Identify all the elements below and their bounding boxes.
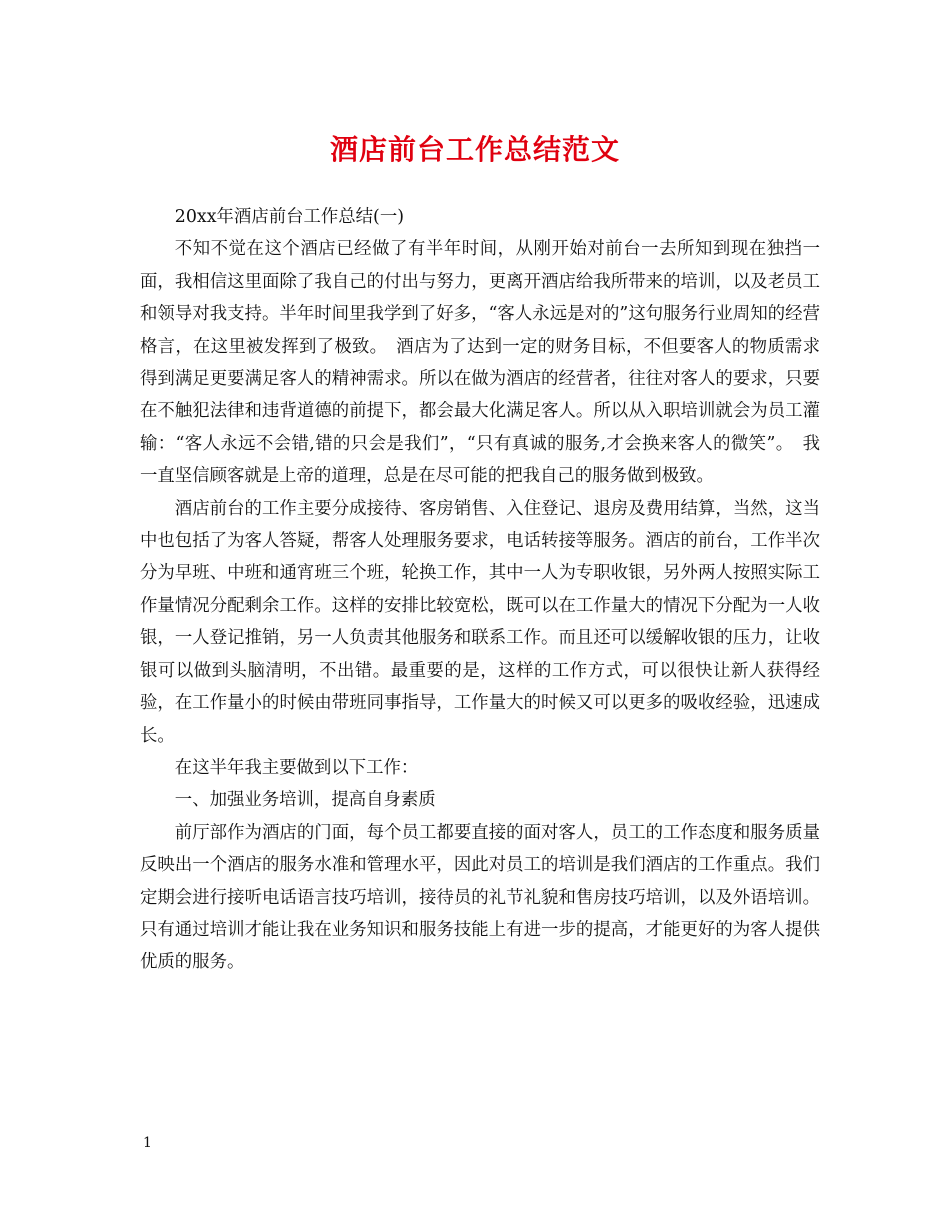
body-paragraph: 酒店前台的工作主要分成接待、客房销售、入住登记、退房及费用结算，当然，这当中也包括了为客人答疑，帮客人处理服务要求，电话转接等服务。酒店的前台，工作半次分为早班、中班和通宵班三个班，轮换工作，其中一人为专职收银，另外两人按照实际工作量情况分配剩余工作。这样的安排比较宽松，既可以在工作量大的情况下分配为一人收银，一人登记推销，另一人负责其他服务和联系工作。而且还可以缓解收银的压力，让收银可以做到头脑清明，不出错。最重要的是，这样的工作方式，可以很快让新人获得经验，在工作量小的时候由带班同事指导，工作量大的时候又可以更多的吸收经验，迅速成长。 (140, 498, 820, 746)
body-paragraph: 在这半年我主要做到以下工作： (174, 757, 419, 778)
section-heading: 20xx年酒店前台工作总结(一) (174, 207, 405, 227)
page-number: 1 (143, 1135, 152, 1151)
document-title: 酒店前台工作总结范文 (329, 133, 620, 166)
subsection-heading: 一、加强业务培训，提高自身素质 (174, 790, 436, 811)
body-paragraph: 不知不觉在这个酒店已经做了有半年时间，从刚开始对前台一去所知到现在独挡一面，我相信这里面除了我自己的付出与努力，更离开酒店给我所带来的培训，以及老员工和领导对我支持。半年时间里我学到了好多，“客人永远是对的”这句服务行业周知的经营格言，在这里被发挥到了极致。 酒店为了达到一定的财务目标，不但要客人的物质需求得到满足更要满足客人的精神需求。所以在做为酒店的经营者，往往对客人的要求，只要在不触犯法律和违背道德的前提下，都会最大化满足客人。所以从入职培训就会为员工灌输：“客人永远不会错,错的只会是我们”，“只有真诚的服务,才会换来客人的微笑”。 我一直坚信顾客就是上帝的道理，总是在尽可能的把我自己的服务做到极致。 (140, 239, 820, 487)
document-body (140, 201, 820, 979)
body-paragraph: 前厅部作为酒店的门面，每个员工都要直接的面对客人，员工的工作态度和服务质量反映出一个酒店的服务水准和管理水平，因此对员工的培训是我们酒店的工作重点。我们定期会进行接听电话语言技巧培训，接待员的礼节礼貌和售房技巧培训，以及外语培训。只有通过培训才能让我在业务知识和服务技能上有进一步的提高，才能更好的为客人提供优质的服务。 (140, 822, 820, 973)
